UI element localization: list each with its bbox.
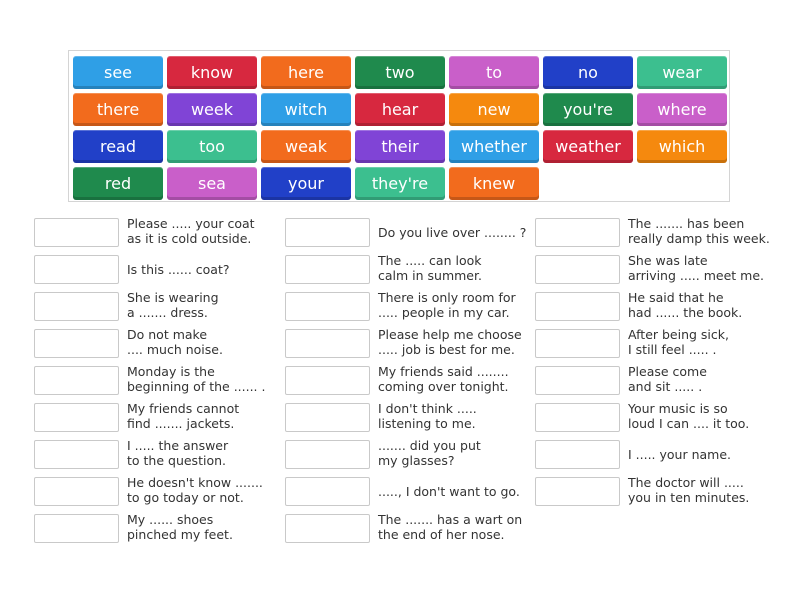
answer-drop-slot[interactable]	[535, 292, 620, 321]
answer-drop-slot[interactable]	[285, 218, 370, 247]
clue-text: After being sick, I still feel ..... .	[628, 327, 729, 357]
clue-text: ....... did you put my glasses?	[378, 438, 481, 468]
answer-drop-slot[interactable]	[34, 255, 119, 284]
answer-drop-slot[interactable]	[285, 440, 370, 469]
word-tile-weather[interactable]: weather	[543, 130, 633, 163]
word-tile-new[interactable]: new	[449, 93, 539, 126]
word-tile-theyre[interactable]: they're	[355, 167, 445, 200]
answer-drop-slot[interactable]	[535, 255, 620, 284]
answer-drop-slot[interactable]	[535, 329, 620, 358]
clue-text: I ..... the answer to the question.	[127, 438, 229, 468]
answer-drop-slot[interactable]	[535, 366, 620, 395]
word-tile-weak[interactable]: weak	[261, 130, 351, 163]
word-tile-hear[interactable]: hear	[355, 93, 445, 126]
clue-text: There is only room for ..... people in my car.	[378, 290, 516, 320]
clue-text: My ...... shoes pinched my feet.	[127, 512, 233, 542]
clue-text: I ..... your name.	[628, 447, 732, 462]
word-bank	[68, 50, 730, 202]
word-tile-whether[interactable]: whether	[449, 130, 539, 163]
word-tile-witch[interactable]: witch	[261, 93, 351, 126]
word-tile-see[interactable]: see	[73, 56, 163, 89]
word-tile-two[interactable]: two	[355, 56, 445, 89]
answer-drop-slot[interactable]	[285, 255, 370, 284]
answer-drop-slot[interactable]	[535, 403, 620, 432]
clue-text: The doctor will ..... you in ten minutes.	[628, 475, 750, 505]
clue-text: Do you live over ........ ?	[378, 225, 527, 240]
answer-drop-slot[interactable]	[34, 440, 119, 469]
word-tile-youre[interactable]: you're	[543, 93, 633, 126]
answer-drop-slot[interactable]	[285, 292, 370, 321]
answer-drop-slot[interactable]	[285, 514, 370, 543]
answer-drop-slot[interactable]	[34, 366, 119, 395]
clue-text: She is wearing a ....... dress.	[127, 290, 219, 320]
word-tile-there[interactable]: there	[73, 93, 163, 126]
clue-text: ....., I don't want to go.	[378, 484, 520, 499]
word-tile-where[interactable]: where	[637, 93, 727, 126]
answer-drop-slot[interactable]	[535, 477, 620, 506]
clue-text: Please come and sit ..... .	[628, 364, 707, 394]
word-tile-read[interactable]: read	[73, 130, 163, 163]
answer-drop-slot[interactable]	[285, 477, 370, 506]
clue-text: He said that he had ...... the book.	[628, 290, 743, 320]
word-tile-week[interactable]: week	[167, 93, 257, 126]
word-tile-no[interactable]: no	[543, 56, 633, 89]
word-tile-knew[interactable]: knew	[449, 167, 539, 200]
word-tile-their[interactable]: their	[355, 130, 445, 163]
answer-drop-slot[interactable]	[34, 403, 119, 432]
clue-text: He doesn't know ....... to go today or not.	[127, 475, 263, 505]
answer-drop-slot[interactable]	[34, 477, 119, 506]
clue-text: The ....... has been really damp this week.	[628, 216, 770, 246]
answer-drop-slot[interactable]	[285, 329, 370, 358]
clue-text: Please ..... your coat as it is cold outside.	[127, 216, 255, 246]
clue-text: Monday is the beginning of the ...... .	[127, 364, 266, 394]
clue-text: She was late arriving ..... meet me.	[628, 253, 765, 283]
answer-drop-slot[interactable]	[34, 218, 119, 247]
answer-drop-slot[interactable]	[285, 403, 370, 432]
word-tile-red[interactable]: red	[73, 167, 163, 200]
answer-drop-slot[interactable]	[285, 366, 370, 395]
answer-drop-slot[interactable]	[34, 292, 119, 321]
answer-drop-slot[interactable]	[535, 440, 620, 469]
word-tile-too[interactable]: too	[167, 130, 257, 163]
answer-drop-slot[interactable]	[34, 329, 119, 358]
clue-text: Is this ...... coat?	[127, 262, 230, 277]
clue-text: The ..... can look calm in summer.	[378, 253, 482, 283]
word-tile-which[interactable]: which	[637, 130, 727, 163]
clue-text: Do not make .... much noise.	[127, 327, 223, 357]
answer-drop-slot[interactable]	[535, 218, 620, 247]
word-tile-to[interactable]: to	[449, 56, 539, 89]
word-tile-wear[interactable]: wear	[637, 56, 727, 89]
word-tile-know[interactable]: know	[167, 56, 257, 89]
word-tile-your[interactable]: your	[261, 167, 351, 200]
answer-drop-slot[interactable]	[34, 514, 119, 543]
clue-text: Please help me choose ..... job is best for me.	[378, 327, 522, 357]
clue-text: The ....... has a wart on the end of her nose.	[378, 512, 523, 542]
clue-text: Your music is so loud I can .... it too.	[628, 401, 750, 431]
word-tile-here[interactable]: here	[261, 56, 351, 89]
clue-text: My friends cannot find ....... jackets.	[127, 401, 240, 431]
clue-text: I don't think ..... listening to me.	[378, 401, 477, 431]
word-tile-sea[interactable]: sea	[167, 167, 257, 200]
clue-text: My friends said ........ coming over tonight.	[378, 364, 509, 394]
